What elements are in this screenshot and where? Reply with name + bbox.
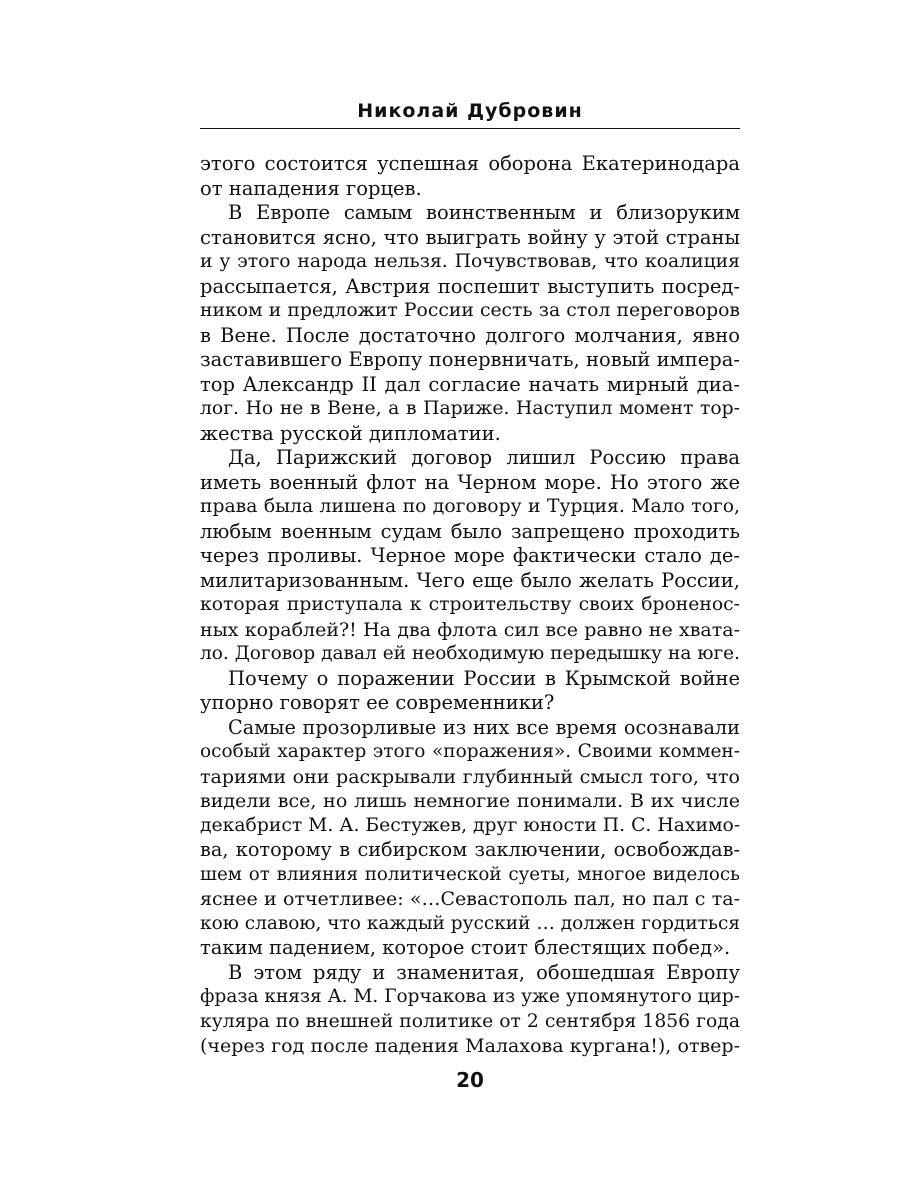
text-line: видели все, но лишь немногие понимали. В их числе [200, 790, 740, 812]
text-line: куляра по внешней политике от 2 сентября 1856 года [200, 1010, 740, 1032]
text-line: лог. Но не в Вене, а в Париже. Наступил момент тор- [200, 398, 740, 419]
body-text [200, 152, 740, 1059]
header-rule [200, 128, 740, 129]
text-line: становится ясно, что выиграть войну у этой страны [200, 225, 740, 249]
text-line: жества русской дипломатии. [200, 421, 501, 445]
text-line: В этом ряду и знаменитая, обошедшая Европу [228, 960, 740, 984]
text-line: Самые прозорливые из них все время осознавали [228, 715, 740, 739]
text-line: милитаризованным. Чего еще было желать России, [200, 568, 740, 592]
running-header-author: Николай Дубровин [357, 100, 583, 122]
text-line: ником и предложит России сесть за стол переговоров [200, 300, 740, 321]
text-line: которая приступала к строительству своих броненос- [200, 594, 740, 615]
text-line: права была лишена по договору и Турция. Мало того, [200, 496, 740, 517]
text-line: шем от влияния политической суеты, многое виделось [200, 863, 740, 885]
text-line: от нападения горцев. [200, 176, 422, 200]
text-line: особый характер этого «поражения». Своими коммен- [200, 741, 740, 762]
text-line: яснее и отчетливее: «…Севастополь пал, но пал с та- [200, 888, 740, 910]
text-line: ва, которому в сибирском заключении, освобождав- [200, 838, 740, 861]
text-line: тор Александр II дал согласие начать мирный диа- [200, 372, 740, 396]
text-line: упорно говорят ее современники? [200, 691, 555, 714]
text-line: заставившего Европу понервничать, новый импера- [200, 348, 740, 371]
text-line: любым военным судам было запрещено проходить [200, 519, 740, 543]
text-line: ло. Договор давал ей необходимую передышку на юге. [200, 643, 740, 664]
page-number: 20 [456, 1068, 484, 1092]
text-line: Почему о поражении России в Крымской войне [228, 666, 740, 690]
text-line: фраза князя А. М. Горчакова из уже упомянутого цир- [200, 986, 740, 1007]
text-line: кою славою, что каждый русский … должен гордиться [200, 912, 740, 934]
text-line: (через год после падения Малахова кургана!), отвер- [200, 1035, 740, 1057]
text-line: и у этого народа нельзя. Почувствовав, что коалиция [200, 251, 740, 272]
text-line: иметь военный флот на Черном море. Но этого же [200, 470, 740, 494]
text-line: этого состоится успешная оборона Екатеринодара [200, 152, 740, 175]
text-line: В Европе самым воинственным и близоруким [228, 201, 740, 224]
text-line: таким падением, которое стоит блестящих побед». [200, 936, 731, 959]
text-line: Да, Парижский договор лишил Россию права [228, 446, 740, 469]
text-line: через проливы. Черное море фактически стало де- [200, 544, 740, 567]
text-line: ных кораблей?! На два флота сил все равно не хвата- [200, 618, 740, 641]
text-line: декабрист М. А. Бестужев, друг юности П. С. Нахимо- [200, 814, 741, 836]
text-line: тариями они раскрывали глубинный смысл того, что [200, 765, 740, 788]
text-line: в Вене. После достаточно долгого молчания, явно [200, 323, 740, 347]
text-line: рассыпается, Австрия поспешит выступить посред- [200, 274, 740, 298]
